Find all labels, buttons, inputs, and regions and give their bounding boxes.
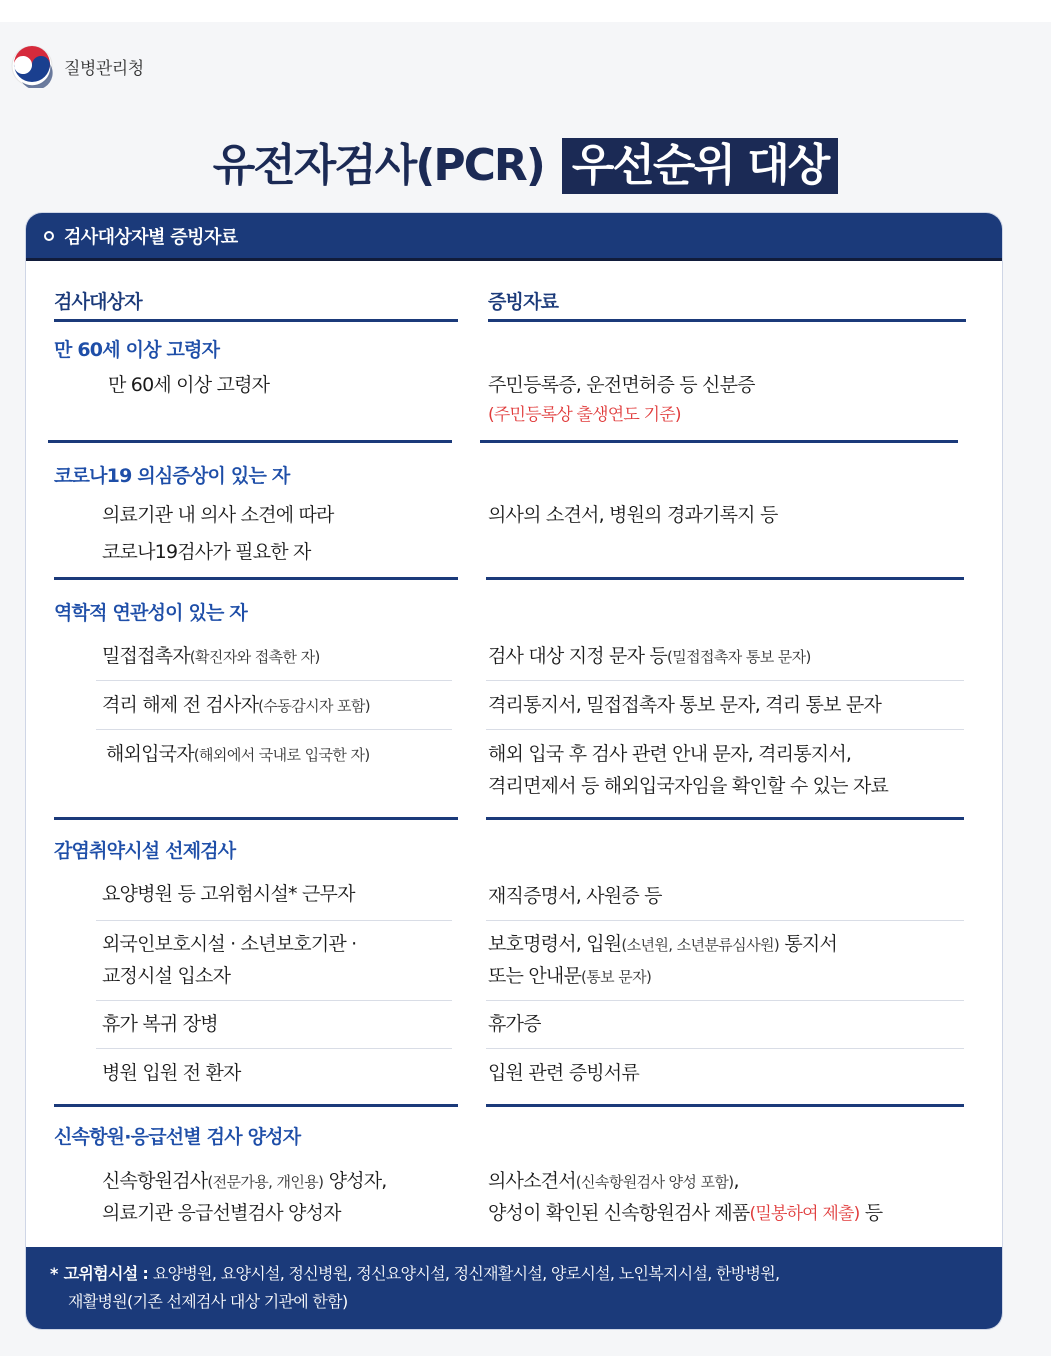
- section-title-vulnerable-facilities: 감염취약시설 선제검사: [54, 840, 236, 862]
- evidence-overseas-line1: 해외 입국 후 검사 관련 안내 문자, 격리통지서,: [488, 743, 852, 765]
- evidence-kit-suffix: 등: [859, 1202, 883, 1224]
- evidence-doctor-opinion: 의사의 소견서, 병원의 경과기록지 등: [488, 504, 778, 526]
- section-title-rapid-positive: 신속항원·응급선별 검사 양성자: [54, 1126, 301, 1148]
- footnote-box: [26, 1247, 1002, 1329]
- subject-rapid-test-suffix: 양성자,: [323, 1170, 387, 1192]
- evidence-admission-docs: 입원 관련 증빙서류: [488, 1062, 639, 1084]
- footnote-text-line1: 요양병원, 요양시설, 정신병원, 정신요양시설, 정신재활시설, 양로시설, 노인복지시설, 한방병원,: [152, 1264, 780, 1283]
- evidence-id-card: 주민등록증, 운전면허증 등 신분증: [488, 374, 755, 396]
- subject-pre-admission-patient: 병원 입원 전 환자: [102, 1062, 241, 1084]
- subject-overseas-arrival: [106, 739, 370, 770]
- evidence-rapid-line1: [488, 1166, 739, 1197]
- subject-rapid-test-note: (전문가용, 개인용): [207, 1173, 324, 1191]
- title-part2-highlight: 우선순위 대상: [562, 138, 838, 194]
- evidence-notice-label: 또는 안내문: [488, 965, 582, 987]
- row-divider: [486, 1000, 964, 1001]
- subject-detention-line1: 외국인보호시설 · 소년보호기관 ·: [102, 933, 357, 955]
- divider: [54, 817, 458, 820]
- divider: [480, 440, 958, 443]
- divider: [488, 319, 966, 322]
- divider: [54, 1104, 458, 1107]
- agency-brand: [10, 44, 144, 88]
- divider: [486, 817, 964, 820]
- footnote-star: *: [50, 1264, 58, 1283]
- row-divider: [96, 729, 452, 730]
- row-divider: [96, 1048, 452, 1049]
- title-part1: 유전자검사(PCR): [212, 140, 544, 191]
- subject-close-contact-note: (확진자와 접촉한 자): [189, 648, 320, 666]
- subject-high-risk-worker: 요양병원 등 고위험시설* 근무자: [102, 883, 355, 905]
- subject-returning-soldier: 휴가 복귀 장병: [102, 1013, 218, 1035]
- evidence-protection-order-label: 보호명령서, 입원: [488, 933, 622, 955]
- evidence-kit-sealed-note: (밀봉하여 제출): [749, 1204, 860, 1224]
- divider: [486, 577, 964, 580]
- subject-rapid-positive-line2: 의료기관 응급선별검사 양성자: [102, 1202, 341, 1224]
- evidence-designation-label: 검사 대상 지정 문자 등: [488, 645, 667, 667]
- row-divider: [486, 1048, 964, 1049]
- evidence-protection-order-note: (소년원, 소년분류심사원): [621, 936, 780, 954]
- evidence-designation-text: [488, 641, 811, 672]
- section-title-elderly: 만 60세 이상 고령자: [54, 339, 220, 361]
- subject-symptoms-line1: 의료기관 내 의사 소견에 따라: [102, 504, 334, 526]
- row-divider: [96, 680, 452, 681]
- row-divider: [96, 1000, 452, 1001]
- divider: [486, 1104, 964, 1107]
- evidence-note-birthyear: (주민등록상 출생연도 기준): [488, 405, 681, 425]
- evidence-rapid-label: 의사소견서: [488, 1170, 576, 1192]
- panel-heading: 검사대상자별 증빙자료: [64, 226, 238, 248]
- agency-name: 질병관리청: [64, 58, 144, 79]
- divider: [48, 440, 452, 443]
- subject-rapid-positive-line1: [102, 1166, 387, 1197]
- subject-rapid-test-label: 신속항원검사: [102, 1170, 208, 1192]
- footnote-line1: [50, 1260, 976, 1288]
- evidence-protection-order-line2: [488, 961, 651, 992]
- subject-elderly: 만 60세 이상 고령자: [108, 374, 270, 396]
- page-title: [0, 138, 1051, 194]
- evidence-protection-order-suffix: 통지서: [779, 933, 838, 955]
- footnote-lead: 고위험시설 :: [63, 1264, 153, 1283]
- subject-close-contact: [102, 641, 320, 672]
- bullet-ring-icon: [44, 231, 54, 241]
- subject-pre-release-note: (수동감시자 포함): [258, 697, 371, 715]
- divider: [54, 319, 458, 322]
- panel-header: [26, 213, 1002, 261]
- evidence-protection-order-line1: [488, 929, 837, 960]
- divider: [54, 577, 458, 580]
- subject-detention-line2: 교정시설 입소자: [102, 965, 231, 987]
- top-bar: [0, 0, 1051, 22]
- row-divider: [96, 920, 452, 921]
- evidence-notice-note: (통보 문자): [581, 968, 652, 986]
- evidence-quarantine-notice: 격리통지서, 밀접접촉자 통보 문자, 격리 통보 문자: [488, 694, 881, 716]
- evidence-rapid-line2: [488, 1198, 882, 1229]
- evidence-employment-cert: 재직증명서, 사원증 등: [488, 885, 662, 907]
- evidence-designation-note: (밀접접촉자 통보 문자): [666, 648, 811, 666]
- evidence-leave-cert: 휴가증: [488, 1013, 541, 1035]
- column-header-subject: 검사대상자: [54, 291, 142, 313]
- column-header-evidence: 증빙자료: [488, 291, 559, 313]
- row-divider: [486, 920, 964, 921]
- row-divider: [486, 729, 964, 730]
- evidence-kit-label: 양성이 확인된 신속항원검사 제품: [488, 1202, 750, 1224]
- section-title-symptoms: 코로나19 의심증상이 있는 자: [54, 465, 290, 487]
- subject-pre-release: [102, 690, 370, 721]
- evidence-rapid-suffix: ,: [733, 1170, 739, 1192]
- subject-close-contact-label: 밀접접촉자: [102, 645, 190, 667]
- section-title-epidemiological: 역학적 연관성이 있는 자: [54, 602, 247, 624]
- subject-overseas-arrival-label: 해외입국자: [106, 743, 194, 765]
- subject-symptoms-line2: 코로나19검사가 필요한 자: [102, 541, 311, 563]
- evidence-overseas-line2: 격리면제서 등 해외입국자임을 확인할 수 있는 자료: [488, 775, 889, 797]
- subject-overseas-arrival-note: (해외에서 국내로 입국한 자): [193, 746, 370, 764]
- row-divider: [486, 680, 964, 681]
- subject-pre-release-label: 격리 해제 전 검사자: [102, 694, 259, 716]
- evidence-rapid-note: (신속항원검사 양성 포함): [575, 1173, 734, 1191]
- evidence-panel: [26, 213, 1002, 1329]
- government-emblem-icon: [10, 44, 54, 88]
- footnote-line2: 재활병원(기존 선제검사 대상 기관에 한함): [68, 1292, 348, 1311]
